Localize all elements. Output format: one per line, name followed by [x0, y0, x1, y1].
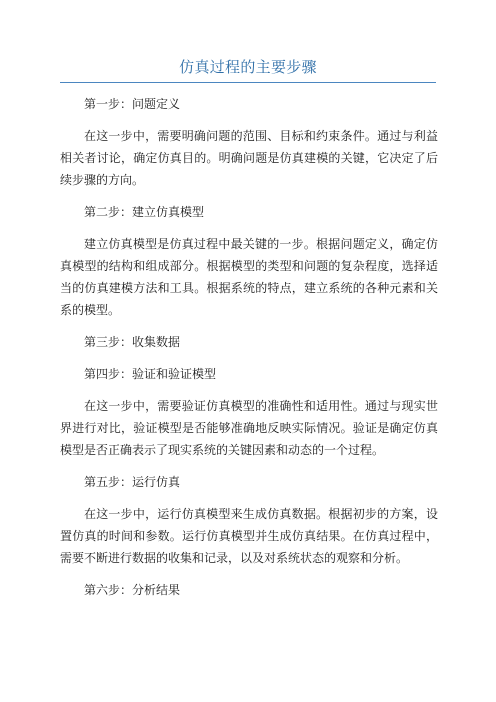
- step-heading-2: 第二步：建立仿真模型: [84, 205, 205, 219]
- step-heading-5: 第五步：运行仿真: [84, 475, 181, 489]
- step-heading-3: 第三步：收集数据: [84, 335, 181, 349]
- step-paragraph-5: 在这一步中，运行仿真模型来生成仿真数据。根据初步的方案，设置仿真的时间和参数。运行仿真模型并生成仿真结果。在仿真过程中，需要不断进行数据的收集和记录，以及对系统状态的观察和分析。: [60, 507, 438, 565]
- title-underline: [60, 82, 436, 83]
- step-paragraph-4: 在这一步中，需要验证仿真模型的准确性和适用性。通过与现实世界进行对比，验证模型是否能够准确地反映实际情况。验证是确定仿真模型是否正确表示了现实系统的关键因素和动态的一个过程。: [60, 399, 438, 457]
- step-heading-6: 第六步：分析结果: [84, 583, 181, 597]
- step-heading-1: 第一步：问题定义: [84, 97, 181, 111]
- step-paragraph-2: 建立仿真模型是仿真过程中最关键的一步。根据问题定义，确定仿真模型的结构和组成部分。根据模型的类型和问题的复杂程度，选择适当的仿真建模方法和工具。根据系统的特点，建立系统的各种元素和关系的模型。: [60, 237, 438, 317]
- document-title: 仿真过程的主要步骤: [179, 58, 317, 76]
- step-heading-4: 第四步：验证和验证模型: [84, 367, 217, 381]
- document-body: [60, 93, 438, 611]
- step-paragraph-1: 在这一步中，需要明确问题的范围、目标和约束条件。通过与利益相关者讨论，确定仿真目的。明确问题是仿真建模的关键，它决定了后续步骤的方向。: [60, 129, 438, 187]
